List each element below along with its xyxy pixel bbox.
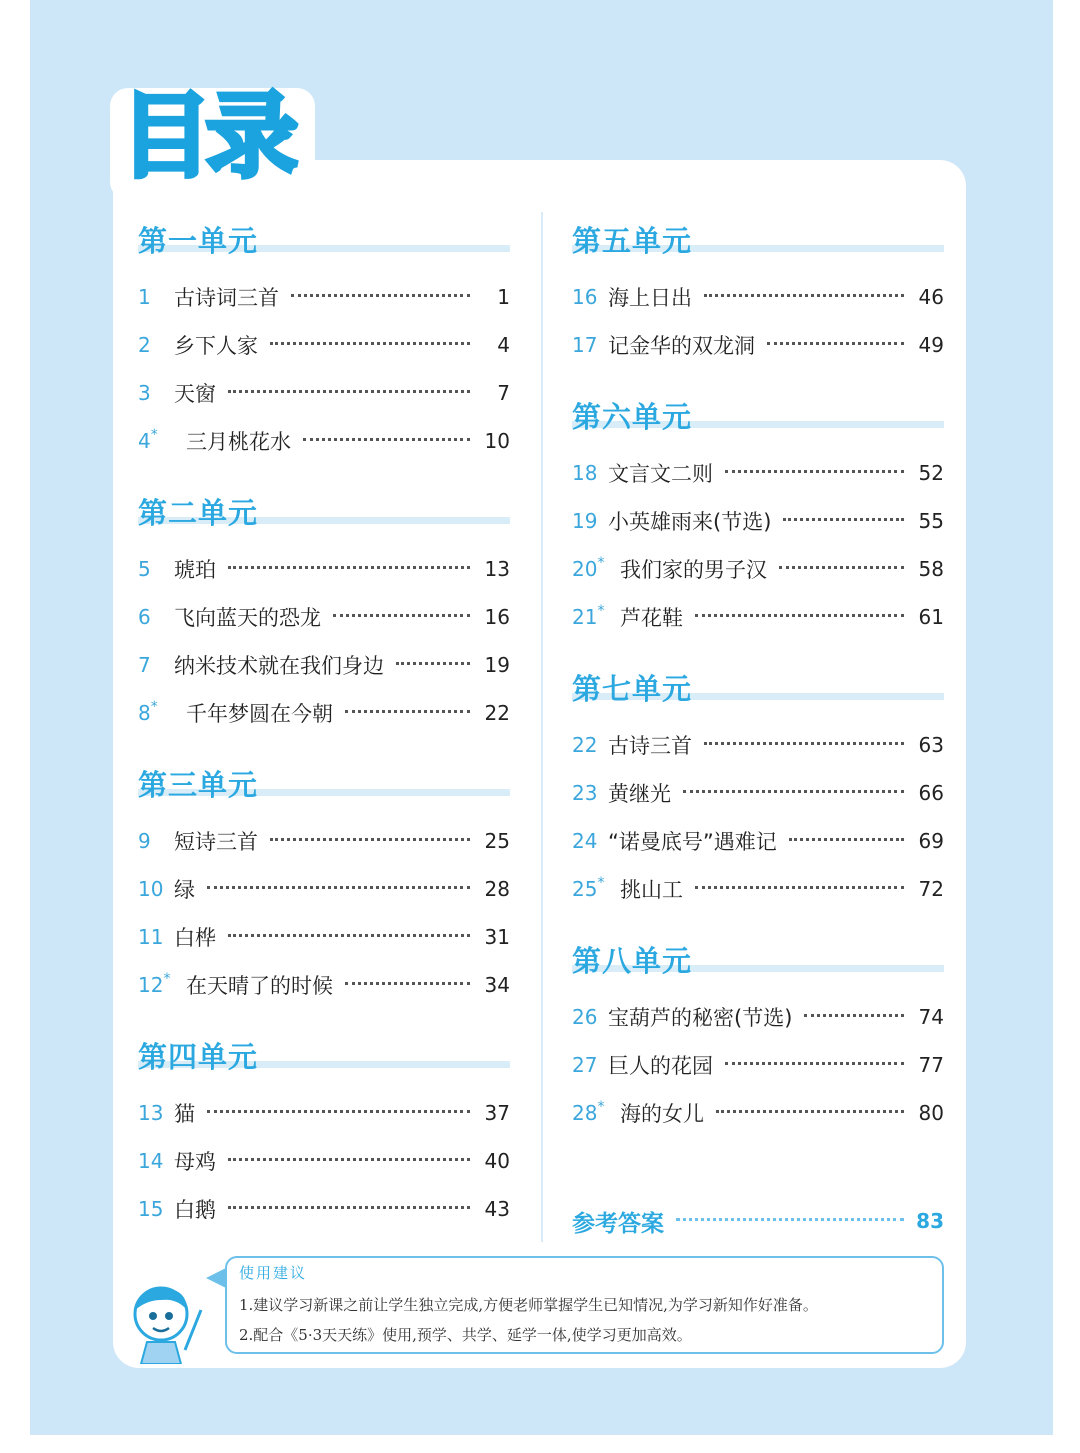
lesson-number [138, 285, 174, 309]
toc-entry[interactable] [138, 913, 510, 961]
dot-leader [695, 614, 904, 617]
lesson-number [572, 605, 620, 629]
lesson-title: “诺曼底号”遇难记 [608, 830, 777, 854]
unit-title: 第三单元 [138, 768, 259, 802]
unit-gap [138, 465, 510, 487]
lesson-number [572, 509, 608, 533]
lesson-number [138, 1101, 174, 1125]
lesson-number-text: 15 [138, 1197, 164, 1221]
toc-entry[interactable] [138, 545, 510, 593]
toc-entry[interactable] [572, 1041, 944, 1089]
lesson-number-text: 9 [138, 829, 151, 853]
tip-line: 2.配合《5·3天天练》使用,预学、共学、延学一体,使学习更加高效。 [239, 1326, 692, 1344]
optional-star-icon: * [597, 875, 605, 891]
lesson-number [138, 605, 174, 629]
lesson-number-text: 13 [138, 1101, 164, 1125]
page-number: 55 [918, 509, 944, 533]
page-number: 25 [484, 829, 510, 853]
dot-leader [270, 838, 470, 841]
lesson-number-text: 28 [572, 1101, 598, 1125]
dot-leader [270, 342, 470, 345]
toc-entry[interactable] [572, 273, 944, 321]
lesson-title: 飞向蓝天的恐龙 [174, 606, 321, 630]
unit-title: 第四单元 [138, 1040, 259, 1074]
lesson-title: 短诗三首 [174, 830, 258, 854]
optional-star-icon: * [150, 427, 158, 443]
toc-entry[interactable] [572, 865, 944, 913]
lesson-number-text: 27 [572, 1053, 598, 1077]
toc-column-right [572, 215, 944, 1245]
lesson-number-text: 19 [572, 509, 598, 533]
toc-entry[interactable] [572, 321, 944, 369]
page-number: 61 [918, 605, 944, 629]
lesson-title: 海的女儿 [620, 1102, 704, 1126]
tips-bubble-tail [206, 1268, 226, 1288]
unit-heading [138, 1035, 510, 1089]
lesson-number-text: 1 [138, 285, 151, 309]
dot-leader [783, 518, 904, 521]
page-number: 16 [484, 605, 510, 629]
dot-leader [695, 886, 904, 889]
dot-leader [228, 1206, 470, 1209]
lesson-number-text: 22 [572, 733, 598, 757]
page-number: 63 [918, 733, 944, 757]
dot-leader [767, 342, 904, 345]
lesson-number [572, 557, 620, 581]
dot-leader [207, 886, 470, 889]
page-number: 28 [484, 877, 510, 901]
lesson-number-text: 7 [138, 653, 151, 677]
lesson-number-text: 8 [138, 701, 151, 725]
lesson-title: 记金华的双龙洞 [608, 334, 755, 358]
lesson-number [138, 429, 186, 453]
page-number: 49 [918, 333, 944, 357]
dot-leader [345, 982, 470, 985]
lesson-number-text: 2 [138, 333, 151, 357]
dot-leader [676, 1218, 904, 1221]
lesson-title: 古诗三首 [608, 734, 692, 758]
answers-label: 参考答案 [572, 1209, 664, 1237]
unit-title: 第二单元 [138, 496, 259, 530]
lesson-number [138, 557, 174, 581]
column-divider [541, 212, 543, 1242]
unit-gap [572, 913, 944, 935]
lesson-number [138, 653, 174, 677]
dot-leader [725, 470, 904, 473]
toc-entry[interactable] [138, 641, 510, 689]
lesson-number-text: 3 [138, 381, 151, 405]
optional-star-icon: * [150, 699, 158, 715]
dot-leader [704, 294, 904, 297]
lesson-number [572, 333, 608, 357]
unit-heading [572, 667, 944, 721]
lesson-number-text: 16 [572, 285, 598, 309]
lesson-number [138, 701, 186, 725]
lesson-title: 纳米技术就在我们身边 [174, 654, 384, 678]
answers-page: 83 [916, 1209, 944, 1233]
lesson-title: 小英雄雨来(节选) [608, 510, 772, 534]
dot-leader [303, 438, 470, 441]
lesson-number [572, 1101, 620, 1125]
lesson-number-text: 26 [572, 1005, 598, 1029]
page-number: 22 [484, 701, 510, 725]
page-number: 4 [497, 333, 510, 357]
toc-entry[interactable] [572, 769, 944, 817]
toc-entry[interactable] [572, 497, 944, 545]
lesson-number [138, 1149, 174, 1173]
lesson-number [572, 733, 608, 757]
page-number: 58 [918, 557, 944, 581]
optional-star-icon: * [597, 603, 605, 619]
page-title: 目录 [120, 83, 293, 190]
unit-title: 第五单元 [572, 224, 693, 258]
toc-entry[interactable] [138, 321, 510, 369]
lesson-title: 宝葫芦的秘密(节选) [608, 1006, 793, 1030]
toc-entry[interactable] [138, 865, 510, 913]
lesson-title: 三月桃花水 [186, 430, 291, 454]
usage-tips-box [225, 1256, 944, 1354]
lesson-title: 绿 [174, 878, 195, 902]
toc-entry[interactable] [572, 817, 944, 865]
toc-entry[interactable] [572, 545, 944, 593]
lesson-title: 白桦 [174, 926, 216, 950]
page-number: 37 [484, 1101, 510, 1125]
dot-leader [789, 838, 904, 841]
lesson-number [572, 829, 608, 853]
toc-entry[interactable] [572, 993, 944, 1041]
lesson-number-text: 21 [572, 605, 598, 629]
lesson-title: 芦花鞋 [620, 606, 683, 630]
unit-title: 第八单元 [572, 944, 693, 978]
lesson-title: 黄继光 [608, 782, 671, 806]
unit-heading [572, 395, 944, 449]
lesson-number-text: 20 [572, 557, 598, 581]
page-number: 52 [918, 461, 944, 485]
dot-leader [345, 710, 470, 713]
dot-leader [704, 742, 904, 745]
optional-star-icon: * [597, 555, 605, 571]
dot-leader [333, 614, 470, 617]
toc-column-left [138, 215, 510, 1233]
unit-heading [138, 491, 510, 545]
unit-gap [572, 369, 944, 391]
lesson-title: 琥珀 [174, 558, 216, 582]
lesson-number-text: 4 [138, 429, 151, 453]
lesson-number [572, 285, 608, 309]
unit-gap [572, 641, 944, 663]
lesson-title: 乡下人家 [174, 334, 258, 358]
tips-title: 使用建议 [239, 1264, 308, 1282]
optional-star-icon: * [597, 1099, 605, 1115]
lesson-number [138, 1197, 174, 1221]
lesson-title: 挑山工 [620, 878, 683, 902]
unit-heading [138, 763, 510, 817]
page-number: 34 [484, 973, 510, 997]
lesson-number-text: 18 [572, 461, 598, 485]
page-number: 19 [484, 653, 510, 677]
lesson-number [572, 461, 608, 485]
lesson-title: 海上日出 [608, 286, 692, 310]
page-number: 46 [918, 285, 944, 309]
toc-entry[interactable] [572, 1089, 944, 1137]
tip-line: 1.建议学习新课之前让学生独立完成,方便老师掌握学生已知情况,为学习新知作好准备。 [239, 1296, 818, 1314]
dot-leader [228, 390, 470, 393]
page-number: 40 [484, 1149, 510, 1173]
toc-entry[interactable] [138, 961, 510, 1009]
unit-heading [572, 219, 944, 273]
dot-leader [683, 790, 904, 793]
dot-leader [228, 1158, 470, 1161]
unit-gap [138, 1009, 510, 1031]
lesson-title: 千年梦圆在今朝 [186, 702, 333, 726]
lesson-number [138, 925, 174, 949]
dot-leader [396, 662, 470, 665]
unit-title: 第七单元 [572, 672, 693, 706]
lesson-title: 我们家的男子汉 [620, 558, 767, 582]
lesson-title: 天窗 [174, 382, 216, 406]
page-number: 43 [484, 1197, 510, 1221]
lesson-number [138, 973, 186, 997]
toc-entry[interactable] [138, 593, 510, 641]
unit-gap [138, 737, 510, 759]
lesson-number [138, 877, 174, 901]
lesson-number [572, 781, 608, 805]
unit-title: 第一单元 [138, 224, 259, 258]
lesson-number-text: 17 [572, 333, 598, 357]
page-number: 80 [918, 1101, 944, 1125]
toc-entry[interactable] [572, 449, 944, 497]
lesson-number [572, 1053, 608, 1077]
lesson-number-text: 6 [138, 605, 151, 629]
answers-entry[interactable] [572, 1197, 944, 1245]
dot-leader [779, 566, 904, 569]
page-number: 72 [918, 877, 944, 901]
unit-heading [138, 219, 510, 273]
page-number: 31 [484, 925, 510, 949]
lesson-number [138, 381, 174, 405]
optional-star-icon: * [163, 971, 171, 987]
page-number: 1 [497, 285, 510, 309]
lesson-number [572, 1005, 608, 1029]
toc-entry[interactable] [138, 273, 510, 321]
lesson-number-text: 10 [138, 877, 164, 901]
dot-leader [804, 1014, 904, 1017]
toc-entry[interactable] [138, 369, 510, 417]
page-number: 10 [484, 429, 510, 453]
unit-title: 第六单元 [572, 400, 693, 434]
toc-entry[interactable] [138, 817, 510, 865]
lesson-number-text: 25 [572, 877, 598, 901]
toc-entry[interactable] [138, 689, 510, 737]
teacher-mascot-icon [125, 1280, 205, 1364]
lesson-number [572, 877, 620, 901]
lesson-number [138, 829, 174, 853]
lesson-number-text: 24 [572, 829, 598, 853]
dot-leader [228, 566, 470, 569]
dot-leader [207, 1110, 470, 1113]
lesson-title: 古诗词三首 [174, 286, 279, 310]
lesson-number-text: 11 [138, 925, 164, 949]
lesson-title: 巨人的花园 [608, 1054, 713, 1078]
dot-leader [228, 934, 470, 937]
dot-leader [716, 1110, 904, 1113]
toc-entry[interactable] [138, 417, 510, 465]
unit-heading [572, 939, 944, 993]
lesson-number-text: 23 [572, 781, 598, 805]
page-number: 7 [497, 381, 510, 405]
page-number: 66 [918, 781, 944, 805]
lesson-number-text: 12 [138, 973, 164, 997]
page-number: 13 [484, 557, 510, 581]
lesson-title: 文言文二则 [608, 462, 713, 486]
lesson-number [138, 333, 174, 357]
page-number: 74 [918, 1005, 944, 1029]
page-number: 69 [918, 829, 944, 853]
lesson-number-text: 5 [138, 557, 151, 581]
lesson-title: 白鹅 [174, 1198, 216, 1222]
lesson-title: 猫 [174, 1102, 195, 1126]
page-number: 77 [918, 1053, 944, 1077]
toc-entry[interactable] [138, 1089, 510, 1137]
dot-leader [291, 294, 470, 297]
lesson-title: 母鸡 [174, 1150, 216, 1174]
toc-entry[interactable] [138, 1137, 510, 1185]
dot-leader [725, 1062, 904, 1065]
toc-entry[interactable] [572, 593, 944, 641]
toc-entry[interactable] [138, 1185, 510, 1233]
toc-entry[interactable] [572, 721, 944, 769]
lesson-title: 在天晴了的时候 [186, 974, 333, 998]
lesson-number-text: 14 [138, 1149, 164, 1173]
